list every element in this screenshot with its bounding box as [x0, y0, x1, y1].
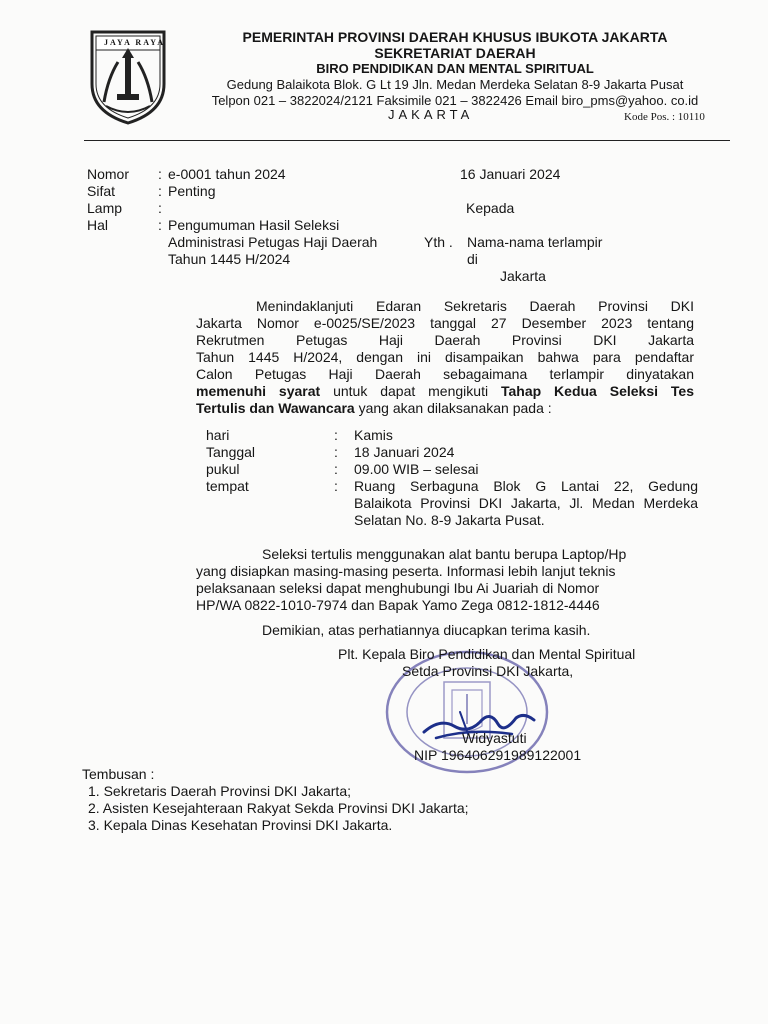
recipient: Nama-nama terlampir	[467, 234, 603, 250]
yth-label: Yth .	[424, 234, 453, 250]
sifat-label: Sifat	[87, 183, 116, 199]
emphasis-stage: Tahap Kedua Seleksi Tes	[500, 383, 694, 399]
schedule-place-line-1: Ruang Serbaguna Blok G Lantai 22, Gedung	[354, 478, 698, 494]
paragraph-1-line-6	[196, 383, 694, 400]
tembusan-item-3: 3. Kepala Dinas Kesehatan Provinsi DKI Jakarta.	[88, 817, 393, 833]
schedule-place-colon: :	[334, 478, 338, 494]
paragraph-1-line-4: Tahun 1445 H/2024, dengan ini disampaikan bahwa para pendaftar	[196, 349, 694, 365]
hal-label: Hal	[87, 217, 109, 233]
sifat-value: Penting	[168, 183, 216, 199]
signatory-name: Widyastuti	[462, 730, 527, 746]
hal-colon: :	[158, 217, 162, 233]
paragraph-1-line-7	[196, 400, 694, 417]
schedule-date-value: 18 Januari 2024	[354, 444, 455, 460]
tembusan-heading: Tembusan :	[82, 766, 155, 782]
hal-line-3: Tahun 1445 H/2024	[168, 251, 291, 267]
schedule-day-colon: :	[334, 427, 338, 443]
letter-date: 16 Januari 2024	[460, 166, 561, 182]
letterhead-secretariat: SEKRETARIAT DAERAH	[374, 45, 536, 61]
paragraph-2-line-3: pelaksanaan seleksi dapat menghubungi Ibu Ai Juariah di Nomor	[196, 580, 600, 596]
nomor-colon: :	[158, 166, 162, 182]
kepada-label: Kepada	[466, 200, 515, 216]
letterhead-divider	[84, 140, 730, 141]
letterhead-postal-code: Kode Pos. : 10110	[624, 111, 705, 123]
schedule-place-label: tempat	[206, 478, 249, 494]
signatory-nip: NIP 196406291989122001	[414, 747, 582, 763]
nomor-value: e-0001 tahun 2024	[168, 166, 286, 182]
schedule-date-label: Tanggal	[206, 444, 256, 460]
recipient-place: Jakarta	[500, 268, 546, 284]
emphasis-requirements: memenuhi syarat	[196, 383, 321, 399]
paragraph-1-line-5: Calon Petugas Haji Daerah sebagaimana terlampir dinyatakan	[196, 366, 694, 382]
schedule-time-label: pukul	[206, 461, 240, 477]
schedule-day-value: Kamis	[354, 427, 393, 443]
letterhead-contact: Telpon 021 – 3822024/2121 Faksimile 021 – 3822426 Email biro_pms@yahoo. co.id	[211, 93, 699, 108]
jakarta-crest-logo	[88, 28, 168, 126]
emphasis-test-type: Tertulis dan Wawancara	[196, 400, 355, 416]
logo-text: JAYA RAYA	[104, 38, 166, 47]
paragraph-1-line-1: Menindaklanjuti Edaran Sekretaris Daerah Provinsi DKI	[256, 298, 694, 314]
paragraph-1-line-2: Jakarta Nomor e-0025/SE/2023 tanggal 27 Desember 2023 tentang	[196, 315, 694, 331]
schedule-place-line-3: Selatan No. 8-9 Jakarta Pusat.	[354, 512, 545, 528]
schedule-date-colon: :	[334, 444, 338, 460]
di-label: di	[467, 251, 478, 267]
sifat-colon: :	[158, 183, 162, 199]
paragraph-2-line-1: Seleksi tertulis menggunakan alat bantu berupa Laptop/Hp	[262, 546, 627, 562]
signatory-title: Plt. Kepala Biro Pendidikan dan Mental Spiritual	[338, 646, 636, 662]
paragraph-1-line-6-mid: untuk dapat mengikuti	[320, 383, 501, 399]
hal-line-2: Administrasi Petugas Haji Daerah	[168, 234, 378, 250]
tembusan-item-2: 2. Asisten Kesejahteraan Rakyat Sekda Provinsi DKI Jakarta;	[88, 800, 469, 816]
schedule-place-line-2: Balaikota Provinsi DKI Jakarta, Jl. Medan Merdeka	[354, 495, 698, 511]
letterhead-government: PEMERINTAH PROVINSI DAERAH KHUSUS IBUKOTA JAKARTA	[242, 29, 668, 45]
lamp-colon: :	[158, 200, 162, 216]
closing-sentence: Demikian, atas perhatiannya diucapkan terima kasih.	[262, 622, 591, 638]
tembusan-item-1: 1. Sekretaris Daerah Provinsi DKI Jakarta;	[88, 783, 351, 799]
letterhead-city: JAKARTA	[388, 107, 474, 122]
hal-line-1: Pengumuman Hasil Seleksi	[168, 217, 340, 233]
signatory-office: Setda Provinsi DKI Jakarta,	[402, 663, 574, 679]
letterhead-bureau: BIRO PENDIDIKAN DAN MENTAL SPIRITUAL	[316, 61, 594, 76]
lamp-label: Lamp	[87, 200, 123, 216]
schedule-day-label: hari	[206, 427, 230, 443]
letterhead-address: Gedung Balaikota Blok. G Lt 19 Jln. Medan Merdeka Selatan 8-9 Jakarta Pusat	[226, 77, 684, 92]
schedule-time-value: 09.00 WIB – selesai	[354, 461, 479, 477]
paragraph-2-line-4: HP/WA 0822-1010-7974 dan Bapak Yamo Zega 0812-1812-4446	[196, 597, 600, 613]
paragraph-2-line-2: yang disiapkan masing-masing peserta. Informasi lebih lanjut teknis	[196, 563, 616, 579]
nomor-label: Nomor	[87, 166, 130, 182]
paragraph-1-line-3: Rekrutmen Petugas Haji Daerah Provinsi DKI Jakarta	[196, 332, 694, 348]
paragraph-1-line-7-rest: yang akan dilaksanakan pada :	[354, 400, 552, 416]
schedule-time-colon: :	[334, 461, 338, 477]
